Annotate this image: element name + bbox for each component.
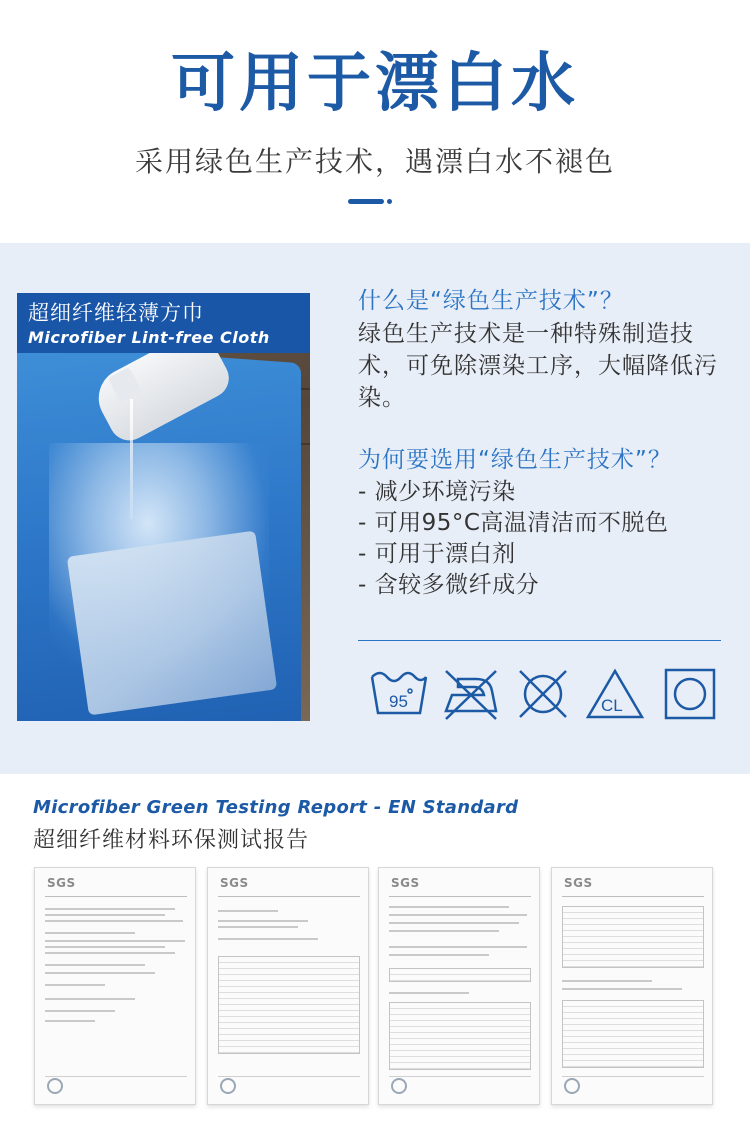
sgs-logo: SGS [391, 876, 420, 890]
sgs-seal-icon [564, 1078, 580, 1094]
report-page [207, 867, 369, 1105]
report-title-cn: 超细纤维材料环保测试报告 [33, 828, 310, 853]
bleach-label: CL [601, 696, 623, 715]
do-not-iron-icon [440, 665, 502, 723]
benefit-list [358, 477, 728, 601]
photo-caption [17, 293, 310, 353]
benefit-item: - 减少环境污染 [358, 479, 516, 505]
product-photo [17, 293, 310, 721]
report-page [378, 867, 540, 1105]
photo-caption-cn: 超细纤维轻薄方巾 [28, 301, 204, 325]
wash-temp-label: 95 [389, 692, 408, 711]
benefit-item: - 可用95°C高温清洁而不脱色 [358, 510, 669, 536]
answer-what: 绿色生产技术是一种特殊制造技术，可免除漂染工序，大幅降低污染。 [358, 321, 718, 411]
sgs-logo: SGS [47, 876, 76, 890]
benefit-item: - 含较多微纤成分 [358, 572, 540, 598]
question-why: 为何要选用“绿色生产技术”？ [358, 447, 672, 473]
benefit-item: - 可用于漂白剂 [358, 541, 516, 567]
question-what: 什么是“绿色生产技术”？ [358, 288, 624, 314]
info-text [358, 285, 728, 601]
dry-clean-icon [658, 665, 720, 723]
sgs-logo: SGS [220, 876, 249, 890]
wash-95-icon [368, 665, 430, 723]
page-subtitle: 采用绿色生产技术，遇漂白水不褪色 [134, 145, 615, 178]
photo-caption-en: Microfiber Lint-free Cloth [28, 328, 270, 348]
care-icons [362, 665, 722, 725]
do-not-tumble-dry-icon [512, 665, 574, 723]
sgs-seal-icon [47, 1078, 63, 1094]
section-divider [358, 640, 721, 641]
sgs-logo: SGS [564, 876, 593, 890]
page-title: 可用于漂白水 [171, 47, 579, 121]
sgs-seal-icon [220, 1078, 236, 1094]
report-page [34, 867, 196, 1105]
feature-section [0, 243, 750, 774]
chlorine-bleach-allowed-icon [584, 665, 646, 723]
title-divider [348, 199, 390, 205]
report-page [551, 867, 713, 1105]
report-title-en: Microfiber Green Testing Report - EN Standard [33, 797, 519, 818]
sgs-seal-icon [391, 1078, 407, 1094]
